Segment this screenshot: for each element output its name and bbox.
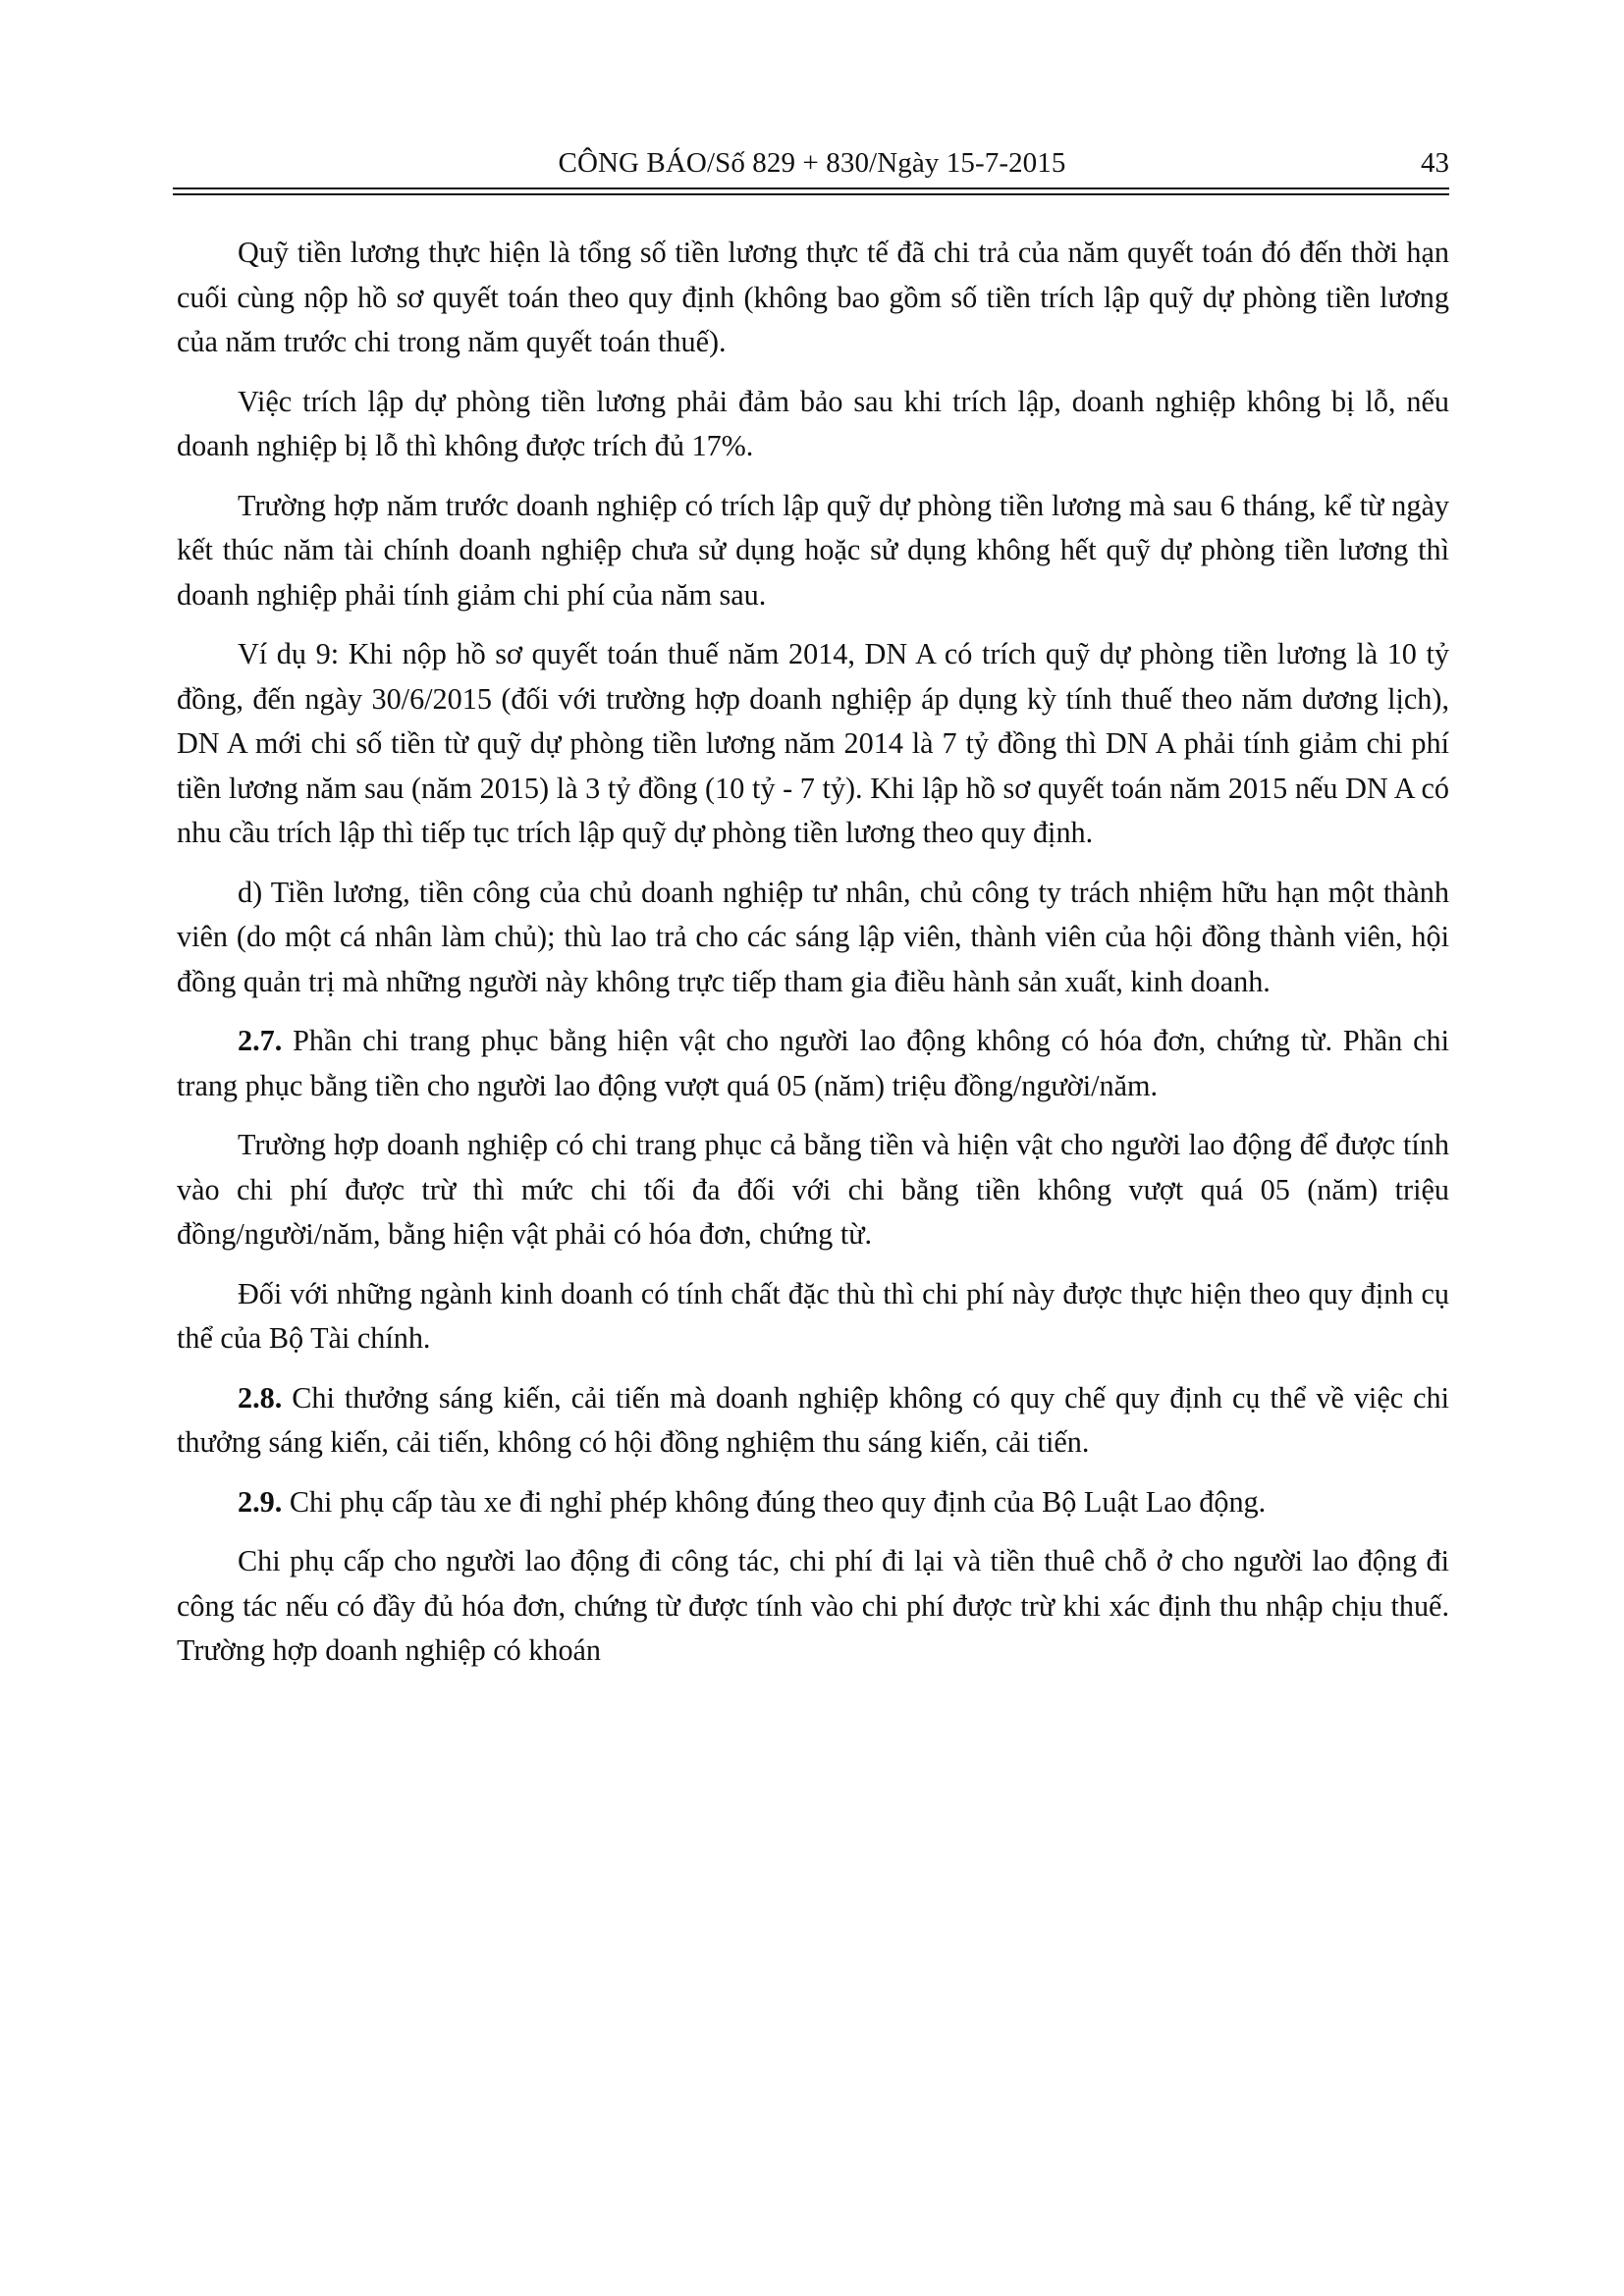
- paragraph-text: Trường hợp năm trước doanh nghiệp có trích lập quỹ dự phòng tiền lương mà sau 6 tháng, kể từ ngày kết thúc năm tài chính doanh nghiệp chưa sử dụng hoặc sử dụng không hết quỹ dự phòng tiền lương thì doanh nghiệp phải tính giảm chi phí của năm sau.: [177, 488, 1449, 612]
- running-header: [175, 145, 1449, 181]
- page-number: 43: [1421, 147, 1449, 179]
- paragraph-uniform-costs: [177, 1123, 1449, 1257]
- paragraph-text: Ví dụ 9: Khi nộp hồ sơ quyết toán thuế năm 2014, DN A có trích quỹ dự phòng tiền lương là 10 tỷ đồng, đến ngày 30/6/2015 (đối với trường hợp doanh nghiệp áp dụng kỳ tính thuế theo năm dương lịch), DN A mới chi số tiền từ quỹ dự phòng tiền lương năm 2014 là 7 tỷ đồng thì DN A phải tính giảm chi phí tiền lương năm sau (năm 2015) là 3 tỷ đồng (10 tỷ - 7 tỷ). Khi lập hồ sơ quyết toán năm 2015 nếu DN A có nhu cầu trích lập thì tiếp tục trích lập quỹ dự phòng tiền lương theo quy định.: [177, 637, 1449, 849]
- paragraph-example-9: [177, 632, 1449, 856]
- paragraph-text: Chi phụ cấp tàu xe đi nghỉ phép không đúng theo quy định của Bộ Luật Lao động.: [282, 1484, 1267, 1519]
- paragraph-text: d) Tiền lương, tiền công của chủ doanh nghiệp tư nhân, chủ công ty trách nhiệm hữu hạn một thành viên (do một cá nhân làm chủ); thù lao trả cho các sáng lập viên, thành viên của hội đồng thành viên, hội đồng quản trị mà những người này không trực tiếp tham gia điều hành sản xuất, kinh doanh.: [177, 875, 1449, 998]
- paragraph-text: Chi phụ cấp cho người lao động đi công tác, chi phí đi lại và tiền thuê chỗ ở cho người lao động đi công tác nếu có đầy đủ hóa đơn, chứng từ được tính vào chi phí được trừ khi xác định thu nhập chịu thuế. Trường hợp doanh nghiệp có khoán: [177, 1544, 1449, 1667]
- section-number: 2.7.: [238, 1024, 283, 1057]
- paragraph-item-d: [177, 871, 1449, 1005]
- paragraph-text: Trường hợp doanh nghiệp có chi trang phục cả bằng tiền và hiện vật cho người lao động để được tính vào chi phí được trừ thì mức chi tối đa đối với chi bằng tiền không vượt quá 05 (năm) triệu đồng/người/năm, bằng hiện vật phải có hóa đơn, chứng từ.: [177, 1128, 1449, 1251]
- paragraph-text: Đối với những ngành kinh doanh có tính chất đặc thù thì chi phí này được thực hiện theo quy định cụ thể của Bộ Tài chính.: [177, 1276, 1449, 1355]
- paragraph-travel-allowance: [177, 1539, 1449, 1674]
- paragraph-section-2-8: [177, 1376, 1449, 1466]
- section-number: 2.9.: [238, 1484, 283, 1519]
- paragraph-salary-fund: [177, 231, 1449, 365]
- paragraph-text: Chi thưởng sáng kiến, cải tiến mà doanh nghiệp không có quy chế quy định cụ thể về việc chi thưởng sáng kiến, cải tiến, không có hội đồng nghiệm thu sáng kiến, cải tiến.: [177, 1380, 1449, 1459]
- paragraph-text: Phần chi trang phục bằng hiện vật cho người lao động không có hóa đơn, chứng từ. Phần chi trang phục bằng tiền cho người lao động vượt quá 05 (năm) triệu đồng/người/năm.: [177, 1024, 1449, 1102]
- paragraph-unused-fund: [177, 484, 1449, 618]
- header-rule-thin: [173, 193, 1449, 195]
- header-rule-thick: [173, 187, 1449, 189]
- paragraph-provision-rule: [177, 380, 1449, 469]
- paragraph-text: Việc trích lập dự phòng tiền lương phải đảm bảo sau khi trích lập, doanh nghiệp không bị lỗ, nếu doanh nghiệp bị lỗ thì không được trích đủ 17%.: [177, 384, 1449, 462]
- body-text: [177, 231, 1449, 1688]
- paragraph-special-industries: [177, 1272, 1449, 1362]
- paragraph-section-2-7: [177, 1019, 1449, 1108]
- gazette-title: CÔNG BÁO/Số 829 + 830/Ngày 15-7-2015: [558, 147, 1066, 179]
- paragraph-text: Quỹ tiền lương thực hiện là tổng số tiền lương thực tế đã chi trả của năm quyết toán đó đến thời hạn cuối cùng nộp hồ sơ quyết toán theo quy định (không bao gồm số tiền trích lập quỹ dự phòng tiền lương của năm trước chi trong năm quyết toán thuế).: [177, 236, 1449, 358]
- paragraph-section-2-9: [177, 1480, 1449, 1525]
- section-number: 2.8.: [238, 1380, 283, 1415]
